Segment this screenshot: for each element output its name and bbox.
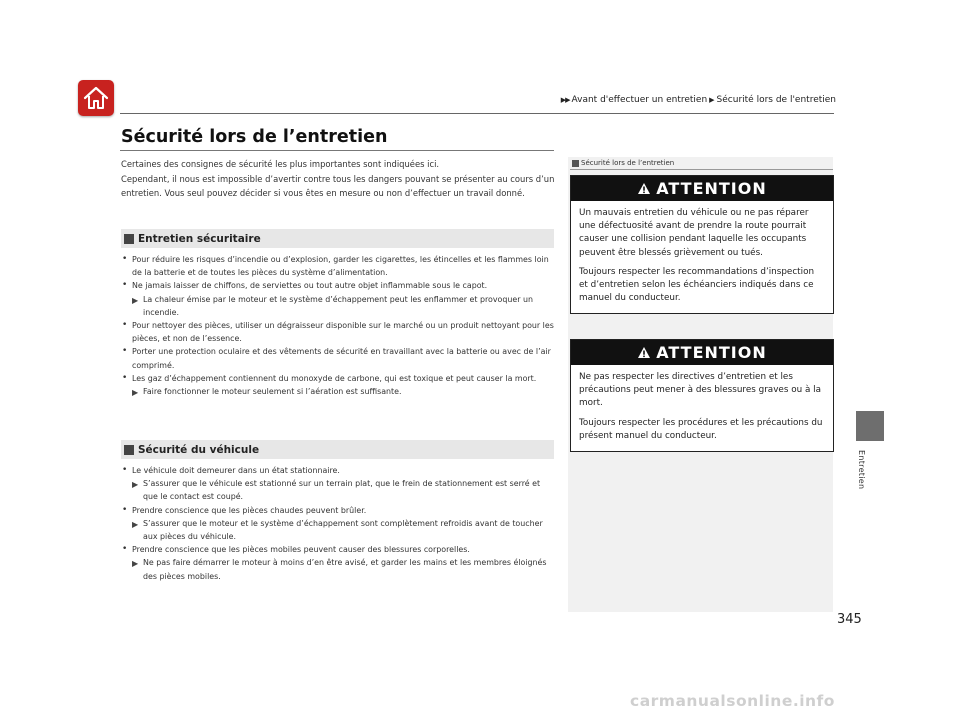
list-item: • Prendre conscience que les pièces mobiles peuvent causer des blessures corporelles.	[121, 543, 557, 556]
arrow-icon: ▶	[132, 519, 137, 529]
warning-paragraph: Un mauvais entretien du véhicule ou ne pas réparer une défectuosité avant de prendre la route pourrait causer une collision pendant laquelle les occupants peuvent être blessés grièvement ou tués.	[579, 208, 809, 258]
section-square-icon	[124, 445, 134, 455]
title-divider	[120, 150, 554, 151]
warning-triangle-icon	[637, 182, 651, 195]
note-title: Sécurité lors de l’entretien	[581, 159, 675, 167]
note-header	[572, 159, 674, 167]
breadcrumb	[561, 95, 836, 105]
intro-text	[121, 157, 561, 201]
sub-item: ▶ Ne pas faire démarrer le moteur à moins d’en être avisé, et garder les mains et les membres éloignés des pièces mobiles.	[132, 558, 547, 581]
list-item: • Ne jamais laisser de chiffons, de serviettes ou tout autre objet inflammable sous le capot.	[121, 279, 557, 292]
chapter-tab[interactable]	[856, 411, 884, 441]
warning-box	[570, 339, 834, 452]
bullet-list-entretien	[121, 253, 557, 398]
sub-item: ▶ S’assurer que le véhicule est stationné sur un terrain plat, que le frein de stationnement est serré et que le contact est coupé.	[132, 479, 541, 502]
home-icon	[82, 84, 110, 112]
list-item: • Prendre conscience que les pièces chaudes peuvent brûler.	[121, 504, 557, 517]
watermark: carmanualsonline.info	[630, 692, 835, 710]
warning-paragraph: Toujours respecter les recommandations d’inspection et d’entretien selon les échéanciers indiqués dans ce manuel du conducteur.	[579, 266, 815, 304]
list-item: • Le véhicule doit demeurer dans un état stationnaire.	[121, 464, 557, 477]
bullet-list-vehicule	[121, 464, 557, 583]
arrow-icon: ▶	[132, 559, 137, 569]
bullet-icon: •	[122, 280, 128, 291]
sub-item: ▶ Faire fonctionner le moteur seulement si l’aération est suffisante.	[121, 385, 557, 398]
note-divider	[570, 169, 833, 170]
section-title: Entretien sécuritaire	[138, 232, 261, 245]
warning-body	[571, 201, 833, 313]
breadcrumb-arrow-icon: ▶▶	[560, 96, 570, 104]
warning-title: ATTENTION	[656, 179, 767, 198]
list-item: • Porter une protection oculaire et des vêtements de sécurité en travaillant avec la batterie ou avec de l’air comprimé.	[122, 346, 551, 370]
page-title: Sécurité lors de l’entretien	[121, 127, 388, 147]
bullet-icon: •	[122, 320, 128, 331]
bullet-icon: •	[122, 504, 128, 515]
list-item: • Les gaz d’échappement contiennent du monoxyde de carbone, qui est toxique et peut causer la mort.	[121, 372, 557, 385]
warning-triangle-icon	[637, 346, 651, 359]
bullet-icon: •	[122, 372, 128, 383]
section-header-vehicule	[121, 440, 554, 459]
warning-paragraph: Toujours respecter les procédures et les précautions du présent manuel du conducteur.	[579, 417, 823, 441]
home-button[interactable]	[78, 80, 114, 116]
bullet-icon: •	[122, 544, 128, 555]
warning-body	[571, 365, 833, 451]
breadcrumb-arrow-icon: ▶	[709, 96, 715, 104]
list-item: • Pour réduire les risques d’incendie ou d’explosion, garder les cigarettes, les étincelles et les flammes loin de la batterie et de toutes les pièces du système d’alimentation.	[122, 254, 549, 278]
intro-paragraph: Cependant, il nous est impossible d’avertir contre tous les dangers pouvant se présenter au cours d’un entretien. Vous seul pouvez décider si vous êtes en mesure ou non d’effectuer un travail donné.	[121, 173, 555, 198]
warning-paragraph: Ne pas respecter les directives d’entretien et les précautions peut mener à des blessures graves ou à la mort.	[579, 372, 821, 409]
bullet-icon: •	[122, 254, 128, 264]
warning-header	[571, 176, 833, 201]
breadcrumb-item[interactable]: Avant d'effectuer un entretien	[571, 95, 708, 105]
arrow-icon: ▶	[132, 480, 137, 490]
section-square-icon	[124, 234, 134, 244]
sub-item: ▶ S’assurer que le moteur et le système d’échappement sont complètement refroidis avant de toucher aux pièces du véhicule.	[132, 518, 543, 542]
section-header-entretien	[121, 229, 554, 248]
warning-box	[570, 175, 834, 314]
note-marker-icon	[572, 160, 579, 167]
sub-item: ▶ La chaleur émise par le moteur et le système d’échappement peut les enflammer et provoquer un incendie.	[132, 294, 534, 317]
bullet-icon: •	[122, 465, 128, 475]
chapter-tab-label: Entretien	[857, 450, 866, 490]
intro-paragraph: Certaines des consignes de sécurité les plus importantes sont indiquées ici.	[121, 159, 440, 169]
list-item: • Pour nettoyer des pièces, utiliser un dégraisseur disponible sur le marché ou un produit nettoyant pour les pièces, et non de l’essence.	[122, 320, 554, 344]
breadcrumb-item[interactable]: Sécurité lors de l'entretien	[716, 95, 836, 105]
page-number: 345	[837, 612, 862, 627]
section-title: Sécurité du véhicule	[138, 443, 260, 456]
bullet-icon: •	[122, 346, 128, 357]
header-divider	[120, 113, 834, 114]
warning-header	[571, 340, 833, 365]
arrow-icon: ▶	[132, 388, 137, 398]
warning-title: ATTENTION	[656, 343, 767, 362]
arrow-icon: ▶	[132, 295, 137, 305]
